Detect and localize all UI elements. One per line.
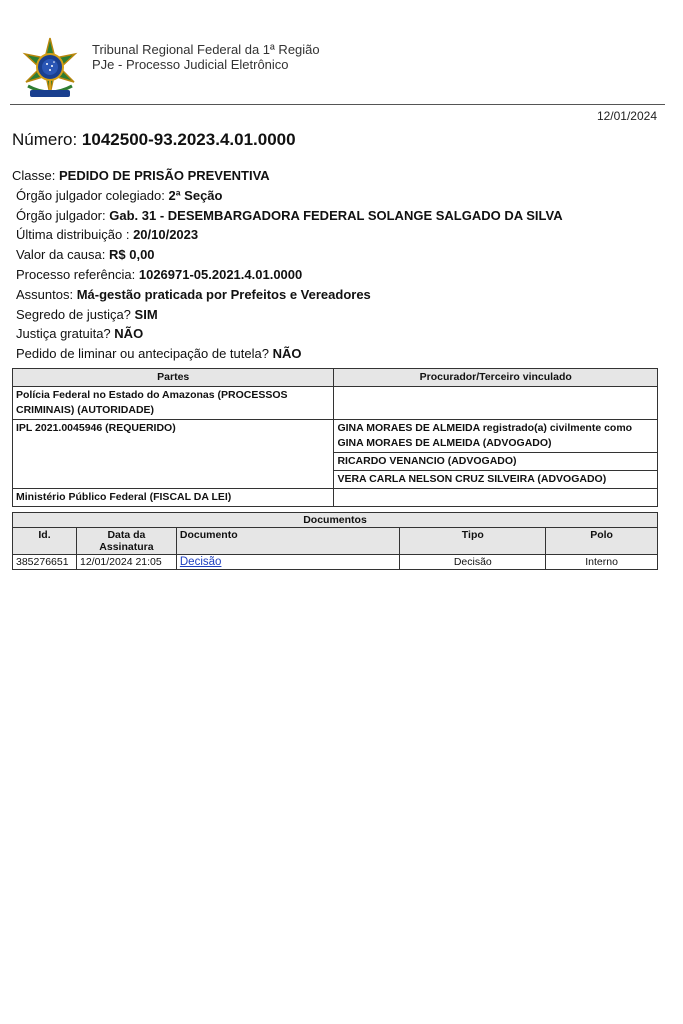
procurador-cell (334, 420, 658, 489)
field-label: Segredo de justiça? (16, 306, 131, 322)
brasil-coat-of-arms-icon (20, 36, 80, 100)
documentos-table (12, 512, 658, 570)
col-polo-header: Polo (546, 528, 658, 555)
field-processo-referencia (12, 265, 563, 285)
process-fields (12, 166, 563, 364)
table-row (13, 555, 658, 570)
court-line-1: Tribunal Regional Federal da 1ª Região (92, 42, 320, 57)
field-value: PEDIDO DE PRISÃO PREVENTIVA (58, 168, 270, 183)
field-value: Má-gestão praticada por Prefeitos e Vereadores (76, 286, 371, 302)
doc-polo: Interno (546, 555, 658, 570)
procurador-cell (334, 489, 658, 507)
partes-header: Partes (13, 369, 334, 387)
procurador-item: GINA MORAES DE ALMEIDA registrado(a) civilmente como GINA MORAES DE ALMEIDA (ADVOGADO) (337, 422, 633, 449)
col-documento-header: Documento (176, 528, 400, 555)
field-orgao-julgador (12, 206, 563, 226)
process-number (12, 130, 296, 150)
field-label: Pedido de liminar ou antecipação de tutela? (16, 346, 269, 362)
field-pedido-liminar (12, 344, 563, 364)
process-number-value: 1042500-93.2023.4.01.0000 (81, 130, 296, 149)
doc-documento-cell (176, 555, 400, 570)
doc-data: 12/01/2024 21:05 (76, 555, 176, 570)
field-label: Assuntos: (16, 286, 74, 302)
document-header (0, 0, 683, 106)
field-ultima-distribuicao (12, 225, 563, 245)
field-value: NÃO (114, 326, 144, 342)
documentos-title: Documentos (13, 513, 658, 528)
field-justica-gratuita (12, 324, 563, 344)
doc-tipo: Decisão (400, 555, 546, 570)
procurador-cell (334, 387, 658, 420)
field-label: Última distribuição : (16, 227, 130, 243)
field-value: R$ 0,00 (109, 247, 155, 263)
field-label: Órgão julgador: (16, 207, 106, 223)
parte-cell: Polícia Federal no Estado do Amazonas (PROCESSOS CRIMINAIS) (AUTORIDADE) (13, 387, 334, 420)
col-data-header: Data da Assinatura (76, 528, 176, 555)
print-date: 12/01/2024 (596, 109, 657, 123)
field-label: Processo referência: (16, 266, 136, 282)
partes-table (12, 368, 658, 507)
procurador-item: VERA CARLA NELSON CRUZ SILVEIRA (ADVOGADO) (334, 470, 657, 488)
doc-id: 385276651 (13, 555, 77, 570)
documento-link[interactable]: Decisão (179, 556, 222, 568)
field-value: 20/10/2023 (133, 227, 199, 243)
field-label: Valor da causa: (16, 247, 106, 263)
parte-cell: IPL 2021.0045946 (REQUERIDO) (13, 420, 334, 489)
col-id-header: Id. (13, 528, 77, 555)
field-value: Gab. 31 - DESEMBARGADORA FEDERAL SOLANGE SALGADO DA SILVA (109, 207, 563, 223)
table-row (13, 387, 658, 420)
field-value: NÃO (272, 346, 302, 362)
procurador-item: RICARDO VENANCIO (ADVOGADO) (334, 452, 657, 470)
field-segredo-justica (12, 305, 563, 325)
field-classe (12, 166, 563, 186)
field-value: 1026971-05.2021.4.01.0000 (138, 266, 303, 282)
field-value: SIM (134, 306, 158, 322)
table-row (13, 420, 658, 489)
court-line-2: PJe - Processo Judicial Eletrônico (92, 57, 289, 72)
procurador-header: Procurador/Terceiro vinculado (334, 369, 658, 387)
header-divider (10, 104, 665, 105)
court-name (92, 42, 320, 72)
field-assuntos (12, 285, 563, 305)
field-label: Classe: (12, 168, 56, 183)
col-tipo-header: Tipo (400, 528, 546, 555)
table-row (13, 489, 658, 507)
process-number-label: Número: (12, 130, 78, 149)
field-label: Justiça gratuita? (16, 326, 111, 342)
parte-cell: Ministério Público Federal (FISCAL DA LEI) (13, 489, 334, 507)
field-value: 2ª Seção (168, 187, 223, 203)
field-valor-causa (12, 245, 563, 265)
field-label: Órgão julgador colegiado: (16, 187, 165, 203)
field-orgao-colegiado (12, 186, 563, 206)
